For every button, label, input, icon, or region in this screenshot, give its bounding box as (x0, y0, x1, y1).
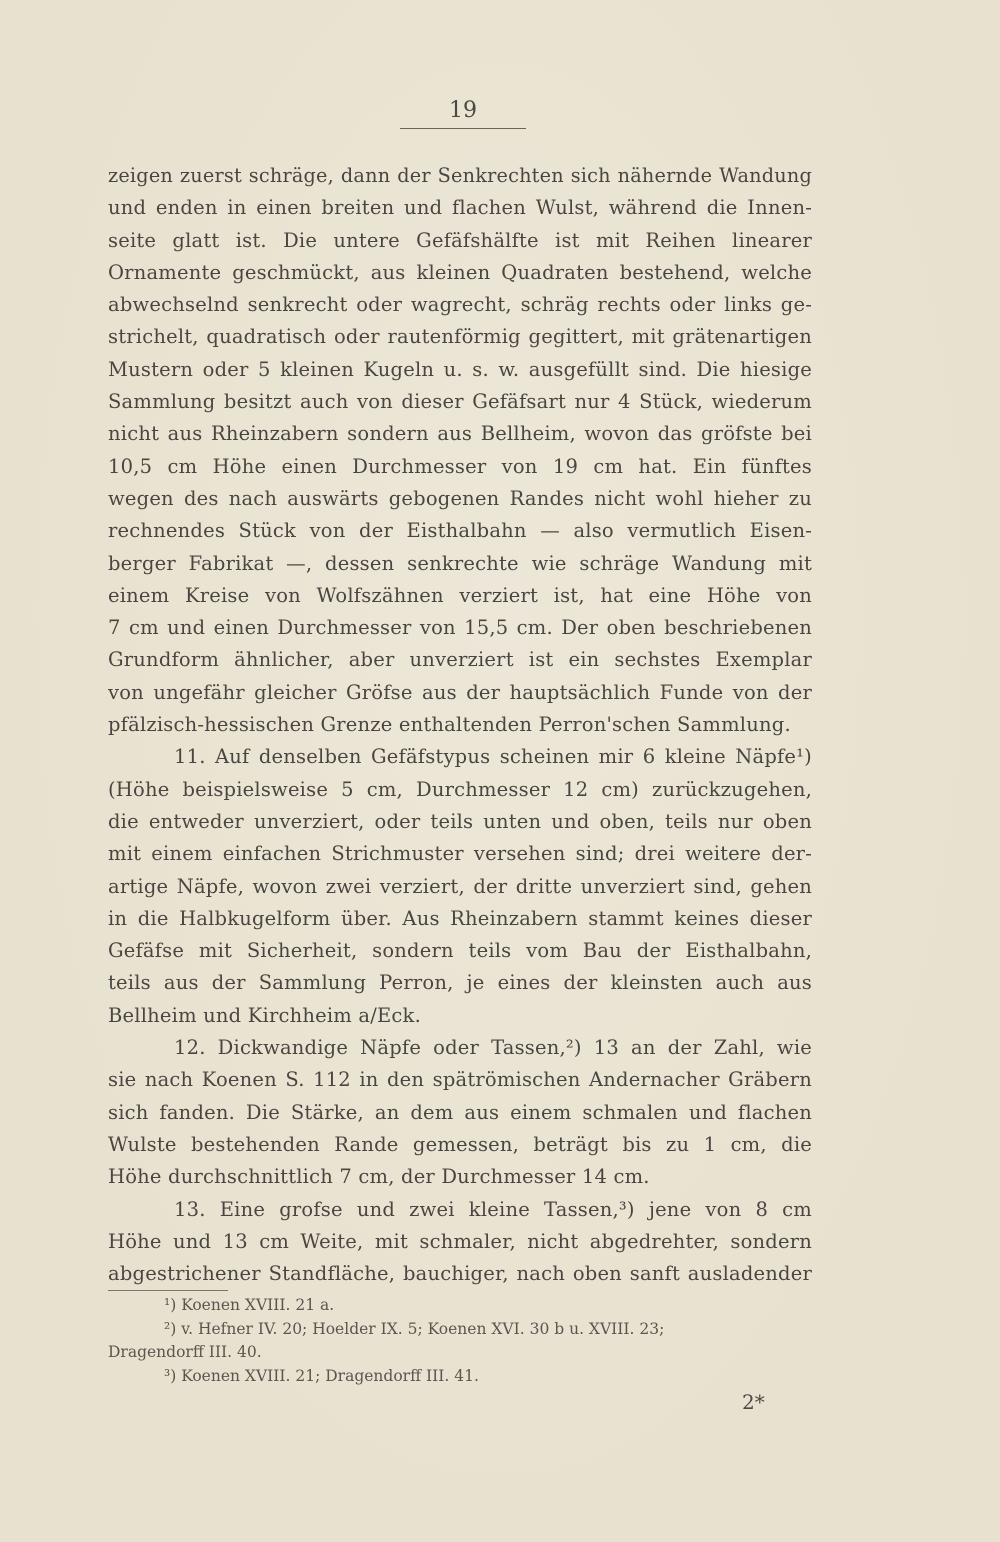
text-line: strichelt, quadratisch oder rautenförmig gegittert, mit grätenartigen (108, 325, 812, 349)
text-line: wegen des nach auswärts gebogenen Randes nicht wohl hieher zu (108, 486, 812, 510)
text-line: nicht aus Rheinzabern sondern aus Bellheim, wovon das gröfste bei (108, 422, 812, 446)
text-line: seite glatt ist. Die untere Gefäfshälfte ist mit Reihen linearer (108, 228, 812, 252)
text-line: Höhe und 13 cm Weite, mit schmaler, nicht abgedrehter, sondern (108, 1229, 812, 1253)
text-line: einem Kreise von Wolfszähnen verziert ist, hat eine Höhe von (108, 583, 812, 607)
text-line: (Höhe beispielsweise 5 cm, Durchmesser 12 cm) zurückzugehen, (108, 777, 812, 801)
footnotes (108, 1294, 812, 1388)
text-line: artige Näpfe, wovon zwei verziert, der dritte unverziert sind, gehen (108, 874, 812, 898)
footnote-continuation: Dragendorff III. 40. (108, 1343, 262, 1361)
text-line: abgestrichener Standfläche, bauchiger, nach oben sanft ausladender (108, 1262, 812, 1286)
text-line: von ungefähr gleicher Gröfse aus der hauptsächlich Funde von der (108, 680, 812, 704)
text-line: 12. Dickwandige Näpfe oder Tassen,²) 13 an der Zahl, wie (174, 1036, 812, 1060)
text-line: teils aus der Sammlung Perron, je eines der kleinsten auch aus (108, 971, 812, 995)
text-line: berger Fabrikat —, dessen senkrechte wie schräge Wandung mit (108, 551, 812, 575)
text-line: die entweder unverziert, oder teils unten und oben, teils nur oben (108, 809, 812, 833)
text-line: zeigen zuerst schräge, dann der Senkrechten sich nähernde Wandung (108, 164, 812, 187)
signature-mark: 2* (742, 1390, 765, 1414)
text-line: mit einem einfachen Strichmuster versehen sind; drei weitere der- (108, 842, 812, 866)
text-line: Gefäfse mit Sicherheit, sondern teils vom Bau der Eisthalbahn, (108, 939, 812, 963)
text-line: 13. Eine grofse und zwei kleine Tassen,³) jene von 8 cm (174, 1197, 812, 1221)
text-line: Mustern oder 5 kleinen Kugeln u. s. w. ausgefüllt sind. Die hiesige (108, 357, 812, 381)
header-rule (400, 128, 526, 129)
text-line: in die Halbkugelform über. Aus Rheinzabern stammt keines dieser (108, 906, 812, 930)
text-line: Grundform ähnlicher, aber unverziert ist ein sechstes Exemplar (108, 648, 812, 672)
text-line: abwechselnd senkrecht oder wagrecht, schräg rechts oder links ge- (108, 293, 812, 317)
text-line: Wulste bestehenden Rande gemessen, beträgt bis zu 1 cm, die (108, 1132, 812, 1156)
text-line: Höhe durchschnittlich 7 cm, der Durchmesser 14 cm. (108, 1165, 650, 1189)
text-line: und enden in einen breiten und flachen Wulst, während die Innen- (108, 196, 812, 220)
text-line: Bellheim und Kirchheim a/Eck. (108, 1003, 421, 1027)
footnote: ³) Koenen XVIII. 21; Dragendorff III. 41. (164, 1366, 479, 1385)
text-line: 11. Auf denselben Gefäfstypus scheinen mir 6 kleine Näpfe¹) (174, 745, 812, 769)
text-line: sich fanden. Die Stärke, an dem aus einem schmalen und flachen (108, 1100, 812, 1124)
footnote: ¹) Koenen XVIII. 21 a. (164, 1296, 335, 1314)
text-line: Ornamente geschmückt, aus kleinen Quadraten bestehend, welche (108, 260, 812, 284)
page-number: 19 (449, 98, 477, 123)
text-line: Sammlung besitzt auch von dieser Gefäfsart nur 4 Stück, wiederum (108, 390, 812, 414)
text-line: 7 cm und einen Durchmesser von 15,5 cm. Der oben beschriebenen (108, 616, 812, 640)
text-line: sie nach Koenen S. 112 in den spätrömischen Andernacher Gräbern (108, 1068, 812, 1092)
text-line: pfälzisch-hessischen Grenze enthaltenden Perron'schen Sammlung. (108, 713, 791, 737)
text-line: 10,5 cm Höhe einen Durchmesser von 19 cm hat. Ein fünftes (108, 454, 812, 478)
text-line: rechnendes Stück von der Eisthalbahn — also vermutlich Eisen- (108, 519, 812, 543)
footnote: ²) v. Hefner IV. 20; Hoelder IX. 5; Koenen XVI. 30 b u. XVIII. 23; (164, 1319, 665, 1338)
footnote-rule (108, 1290, 228, 1291)
body-text (108, 160, 812, 1290)
